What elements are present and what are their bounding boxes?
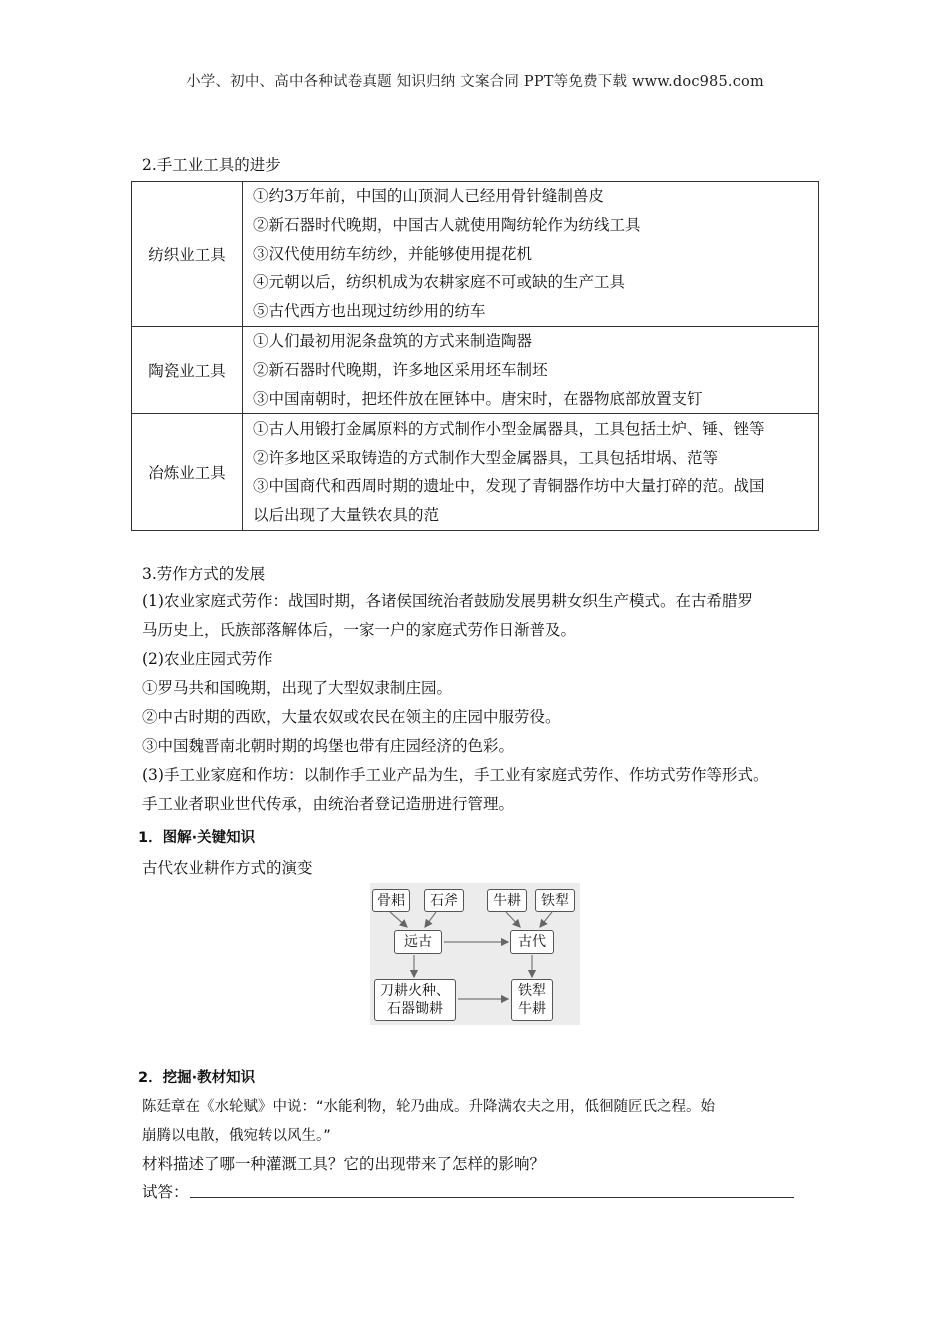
list-item: ②新石器时代晚期，许多地区采用坯车制坯 [253,360,548,379]
quote-line: 陈廷章在《水轮赋》中说：“水能利物，轮乃曲成。升降满农夫之用，低徊随匠氏之程。始 [142,1099,716,1115]
items-cell [243,414,819,531]
list-item: ③中国南朝时，把坯件放在匣钵中。唐宋时，在器物底部放置支钉 [253,389,703,408]
list-item: ①人们最初用泥条盘筑的方式来制造陶器 [253,332,533,350]
paragraph-line: (3)手工业家庭和作坊：以制作手工业产品为生，手工业有家庭式劳作、作坊式劳作等形式。 [142,766,769,784]
node-bone-tool: 骨耜 [372,889,410,912]
tools-table [131,181,819,531]
list-item: ③汉代使用纺车纺纱，并能够使用提花机 [253,244,533,263]
node-remote-antiquity: 远古 [394,930,442,954]
paragraph-line: ②中古时期的西欧，大量农奴或农民在领主的庄园中服劳役。 [142,708,561,726]
answer-label: 试答： [142,1183,189,1201]
paragraph-line: 手工业者职业世代传承，由统治者登记造册进行管理。 [142,795,515,813]
section-title-tools: 2.手工业工具的进步 [142,156,281,174]
node-ox-plow: 牛耕 [487,889,527,912]
category-cell: 冶炼业工具 [132,414,243,531]
category-cell: 陶瓷业工具 [132,327,243,414]
node-slash-and-burn [374,979,456,1021]
items-cell [243,327,819,414]
node-stone-axe: 石斧 [424,889,464,912]
arrow [425,912,436,927]
quote-line: 崩腾以电散，俄宛转以风生。” [142,1128,331,1144]
node-iron-plow: 铁犁 [535,889,575,912]
table-row [132,414,819,531]
list-item: 以后出现了大量铁农具的范 [253,506,440,525]
list-item: ④元朝以后，纺织机成为农耕家庭不可或缺的生产工具 [253,273,626,292]
table-row [132,182,819,327]
key-knowledge-title: 1．图解·关键知识 [138,830,256,846]
farming-evolution-diagram [370,883,580,1025]
textbook-knowledge-title: 2．挖掘·教材知识 [138,1070,256,1086]
question-text: 材料描述了哪一种灌溉工具？它的出现带来了怎样的影响？ [142,1155,546,1173]
paragraph-line: ①罗马共和国晚期，出现了大型奴隶制庄园。 [142,679,453,697]
answer-field[interactable] [190,1197,794,1198]
node-iron-plow-ox [511,979,553,1021]
node-antiquity: 古代 [510,930,554,954]
paragraph-line: (1)农业家庭式劳作：战国时期，各诸侯国统治者鼓励发展男耕女织生产模式。在古希腊罗 [142,592,753,610]
labor-paragraphs [142,587,822,819]
arrow [540,912,552,927]
paragraph-line: (2)农业庄园式劳作 [142,650,273,668]
node-line: 铁犁 [518,983,546,999]
list-item: ①古人用锻打金属原料的方式制作小型金属器具，工具包括土炉、锤、锉等 [253,419,765,438]
node-line: 刀耕火种、 [380,983,450,999]
paragraph-line: ③中国魏晋南北朝时期的坞堡也带有庄园经济的色彩。 [142,737,515,755]
list-item: ②许多地区采取铸造的方式制作大型金属器具，工具包括坩埚、范等 [253,448,719,467]
node-line: 牛耕 [518,1001,546,1017]
list-item: ③中国商代和西周时期的遗址中，发现了青铜器作坊中大量打碎的范。战国 [253,477,765,496]
node-line: 石器锄耕 [387,1001,443,1017]
arrow [390,912,407,927]
arrow [506,912,520,927]
diagram-caption: 古代农业耕作方式的演变 [142,859,313,877]
items-cell [243,182,819,327]
list-item: ①约3万年前，中国的山顶洞人已经用骨针缝制兽皮 [253,187,604,205]
paragraph-line: 马历史上，氏族部落解体后，一家一户的家庭式劳作日渐普及。 [142,621,577,639]
list-item: ②新石器时代晚期，中国古人就使用陶纺轮作为纺线工具 [253,215,641,234]
page-header: 小学、初中、高中各种试卷真题 知识归纳 文案合同 PPT等免费下载 www.doc985.com [186,74,764,90]
category-cell: 纺织业工具 [132,182,243,327]
list-item: ⑤古代西方也出现过纺纱用的纺车 [253,302,486,321]
section-title-labor: 3.劳作方式的发展 [142,565,266,583]
table-row [132,327,819,414]
